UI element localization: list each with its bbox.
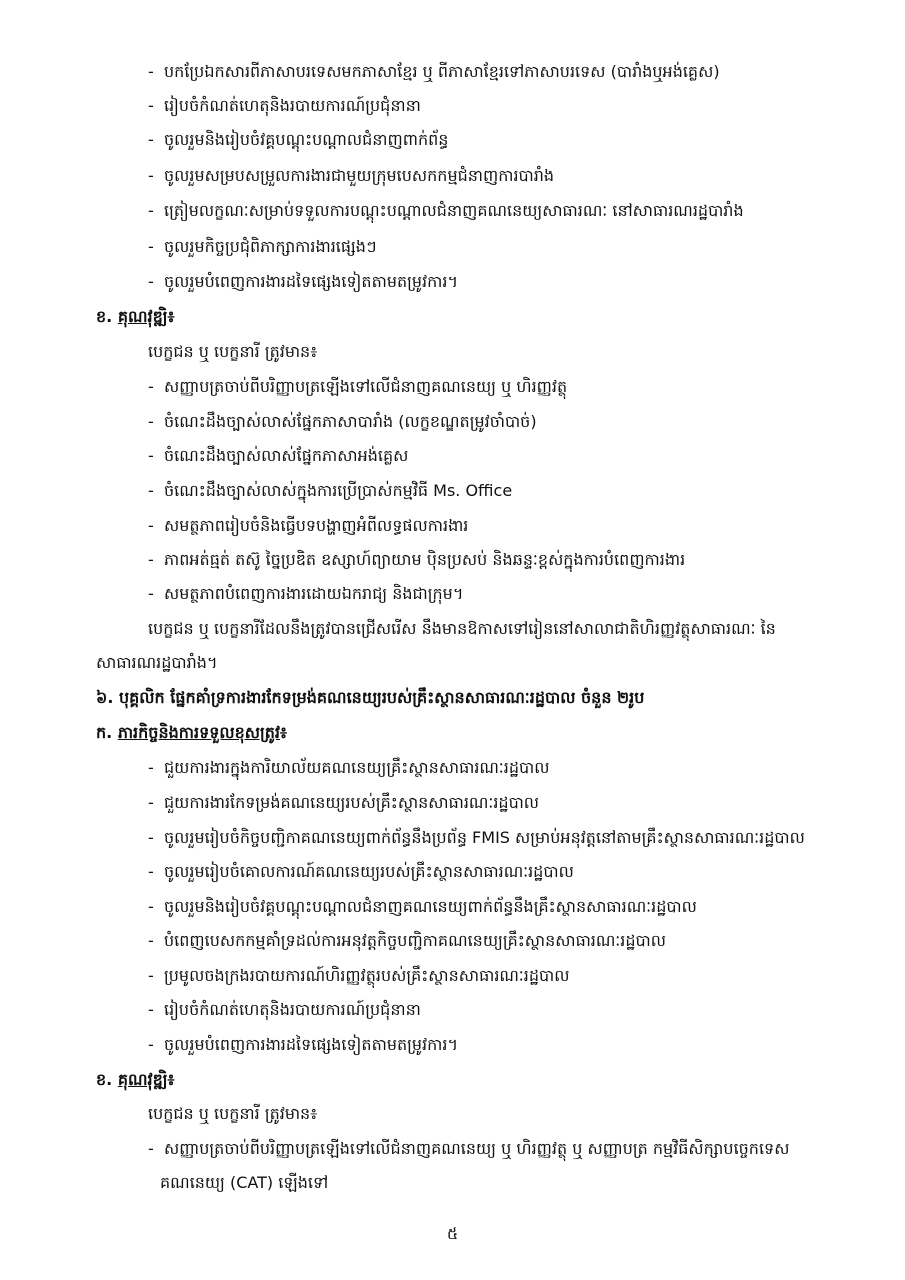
section-heading-qualifications: ខ. គុណវុឌ្ឍិ៖ — [96, 1070, 175, 1089]
list-item: - ចូលរួមបំពេញការងារដទៃផ្សេងទៀតតាមតម្រូវការ។ — [148, 1035, 458, 1054]
list-item-continued: គណនេយ្យ (CAT) ឡើងទៅ — [160, 1173, 329, 1192]
list-item: - ជួយការងារកែទម្រង់គណនេយ្យរបស់គ្រឹះស្ថានសាធារណៈរដ្ឋបាល — [148, 793, 540, 812]
list-item: - ចូលរួមបំពេញការងារដទៃផ្សេងទៀតតាមតម្រូវការ។ — [148, 272, 458, 291]
list-item: - បំពេញបេសកកម្មគាំទ្រដល់ការអនុវត្តកិច្ចបញ្ជិកាគណនេយ្យគ្រឹះស្ថានសាធារណៈរដ្ឋបាល — [148, 931, 666, 950]
list-item: - ចូលរួមសម្របសម្រួលការងារជាមួយក្រុមបេសកកម្មជំនាញការបារាំង — [148, 166, 555, 185]
list-item: - ត្រៀមលក្ខណៈសម្រាប់ទទួលការបណ្តុះបណ្តាលជំនាញគណនេយ្យសាធារណៈ នៅសាធារណរដ្ឋបារាំង — [148, 201, 744, 220]
list-item: - ចំណេះដឹងច្បាស់លាស់ផ្នែកភាសាបារាំង (លក្ខខណ្ឌតម្រូវចាំបាច់) — [148, 412, 537, 431]
list-item: - រៀបចំកំណត់ហេតុនិងរបាយការណ៍ប្រជុំនានា — [148, 96, 421, 115]
section-heading-qualifications: ខ. គុណវុឌ្ឍិ៖ — [96, 307, 175, 326]
list-item: - ប្រមូលចងក្រងរបាយការណ៍ហិរញ្ញវត្ថុរបស់គ្រឹះស្ថានសាធារណៈរដ្ឋបាល — [148, 966, 570, 985]
list-item: - សមត្ថភាពរៀបចំនិងធ្វើបទបង្ហាញអំពីលទ្ធផលការងារ — [148, 516, 469, 535]
section-title: ៦. បុគ្គលិក ផ្នែកគាំទ្រការងារកែទម្រង់គណនេយ្យរបស់គ្រឹះស្ថានសាធារណៈរដ្ឋបាល ចំនួន ២រូប — [96, 688, 645, 707]
section-heading-duties: ក. ភារកិច្ចនិងការទទួលខុសត្រូវ៖ — [96, 723, 288, 742]
page-number: ៥ — [446, 1224, 459, 1243]
list-item: - ចំណេះដឹងច្បាស់លាស់ផ្នែកភាសាអង់គ្លេស — [148, 446, 409, 465]
list-item: - ភាពអត់ធ្មត់ តស៊ូ ច្នៃប្រឌិត ឧស្សាហ៍ព្យាយាម ប៉ិនប្រសប់ និងឆន្ទៈខ្ពស់ក្នុងការបំពេញការងារ — [148, 550, 686, 569]
list-item: - រៀបចំកំណត់ហេតុនិងរបាយការណ៍ប្រជុំនានា — [148, 1000, 421, 1019]
list-item: - ចូលរួមរៀបចំគោលការណ៍គណនេយ្យរបស់គ្រឹះស្ថានសាធារណៈរដ្ឋបាល — [148, 862, 574, 881]
list-item: - សមត្ថភាពបំពេញការងារដោយឯករាជ្យ និងជាក្រុម។ — [148, 584, 464, 603]
list-item: - ចូលរួមនិងរៀបចំវគ្គបណ្តុះបណ្តាលជំនាញពាក់ព័ន្ធ — [148, 130, 449, 149]
closing-paragraph-continued: សាធារណរដ្ឋបារាំង។ — [96, 653, 218, 672]
list-item: - ចូលរួមរៀបចំកិច្ចបញ្ជិកាគណនេយ្យពាក់ព័ន្ធនឹងប្រព័ន្ធ FMIS សម្រាប់អនុវត្តនៅតាមគ្រឹះស្ថានសាធារណៈរដ្ឋបាល — [148, 828, 805, 847]
list-item: - ចំណេះដឹងច្បាស់លាស់ក្នុងការប្រើប្រាស់កម្មវិធី Ms. Office — [148, 481, 513, 500]
list-item: - បកប្រែឯកសារពីភាសាបរទេសមកភាសាខ្មែរ ឬ ពីភាសាខ្មែរទៅភាសាបរទេស (បារាំងឬអង់គ្លេស) — [148, 62, 720, 81]
list-item: - ជួយការងារក្នុងការិយាល័យគណនេយ្យគ្រឹះស្ថានសាធារណៈរដ្ឋបាល — [148, 758, 550, 777]
list-item: - សញ្ញាបត្រចាប់ពីបរិញ្ញាបត្រឡើងទៅលើជំនាញគណនេយ្យ ឬ ហិរញ្ញវត្ថុ ឬ សញ្ញាបត្រ កម្មវិធីសិក្សាបច្ចេកទេស — [148, 1139, 790, 1158]
closing-paragraph: បេក្ខជន ឬ បេក្ខនារីដែលនឹងត្រូវបានជ្រើសរើស នឹងមានឱកាសទៅរៀននៅសាលាជាតិហិរញ្ញវត្ថុសាធារណៈ នៃ — [148, 619, 776, 638]
qualification-intro: បេក្ខជន ឬ បេក្ខនារី ត្រូវមាន៖ — [148, 1104, 318, 1123]
list-item: - ចូលរួមកិច្ចប្រជុំពិភាក្សាការងារផ្សេងៗ — [148, 237, 377, 256]
qualification-intro: បេក្ខជន ឬ បេក្ខនារី ត្រូវមាន៖ — [148, 342, 318, 361]
list-item: - សញ្ញាបត្រចាប់ពីបរិញ្ញាបត្រឡើងទៅលើជំនាញគណនេយ្យ ឬ ហិរញ្ញវត្ថុ — [148, 377, 568, 396]
list-item: - ចូលរួមនិងរៀបចំវគ្គបណ្តុះបណ្តាលជំនាញគណនេយ្យពាក់ព័ន្ធនឹងគ្រឹះស្ថានសាធារណៈរដ្ឋបាល — [148, 897, 697, 916]
